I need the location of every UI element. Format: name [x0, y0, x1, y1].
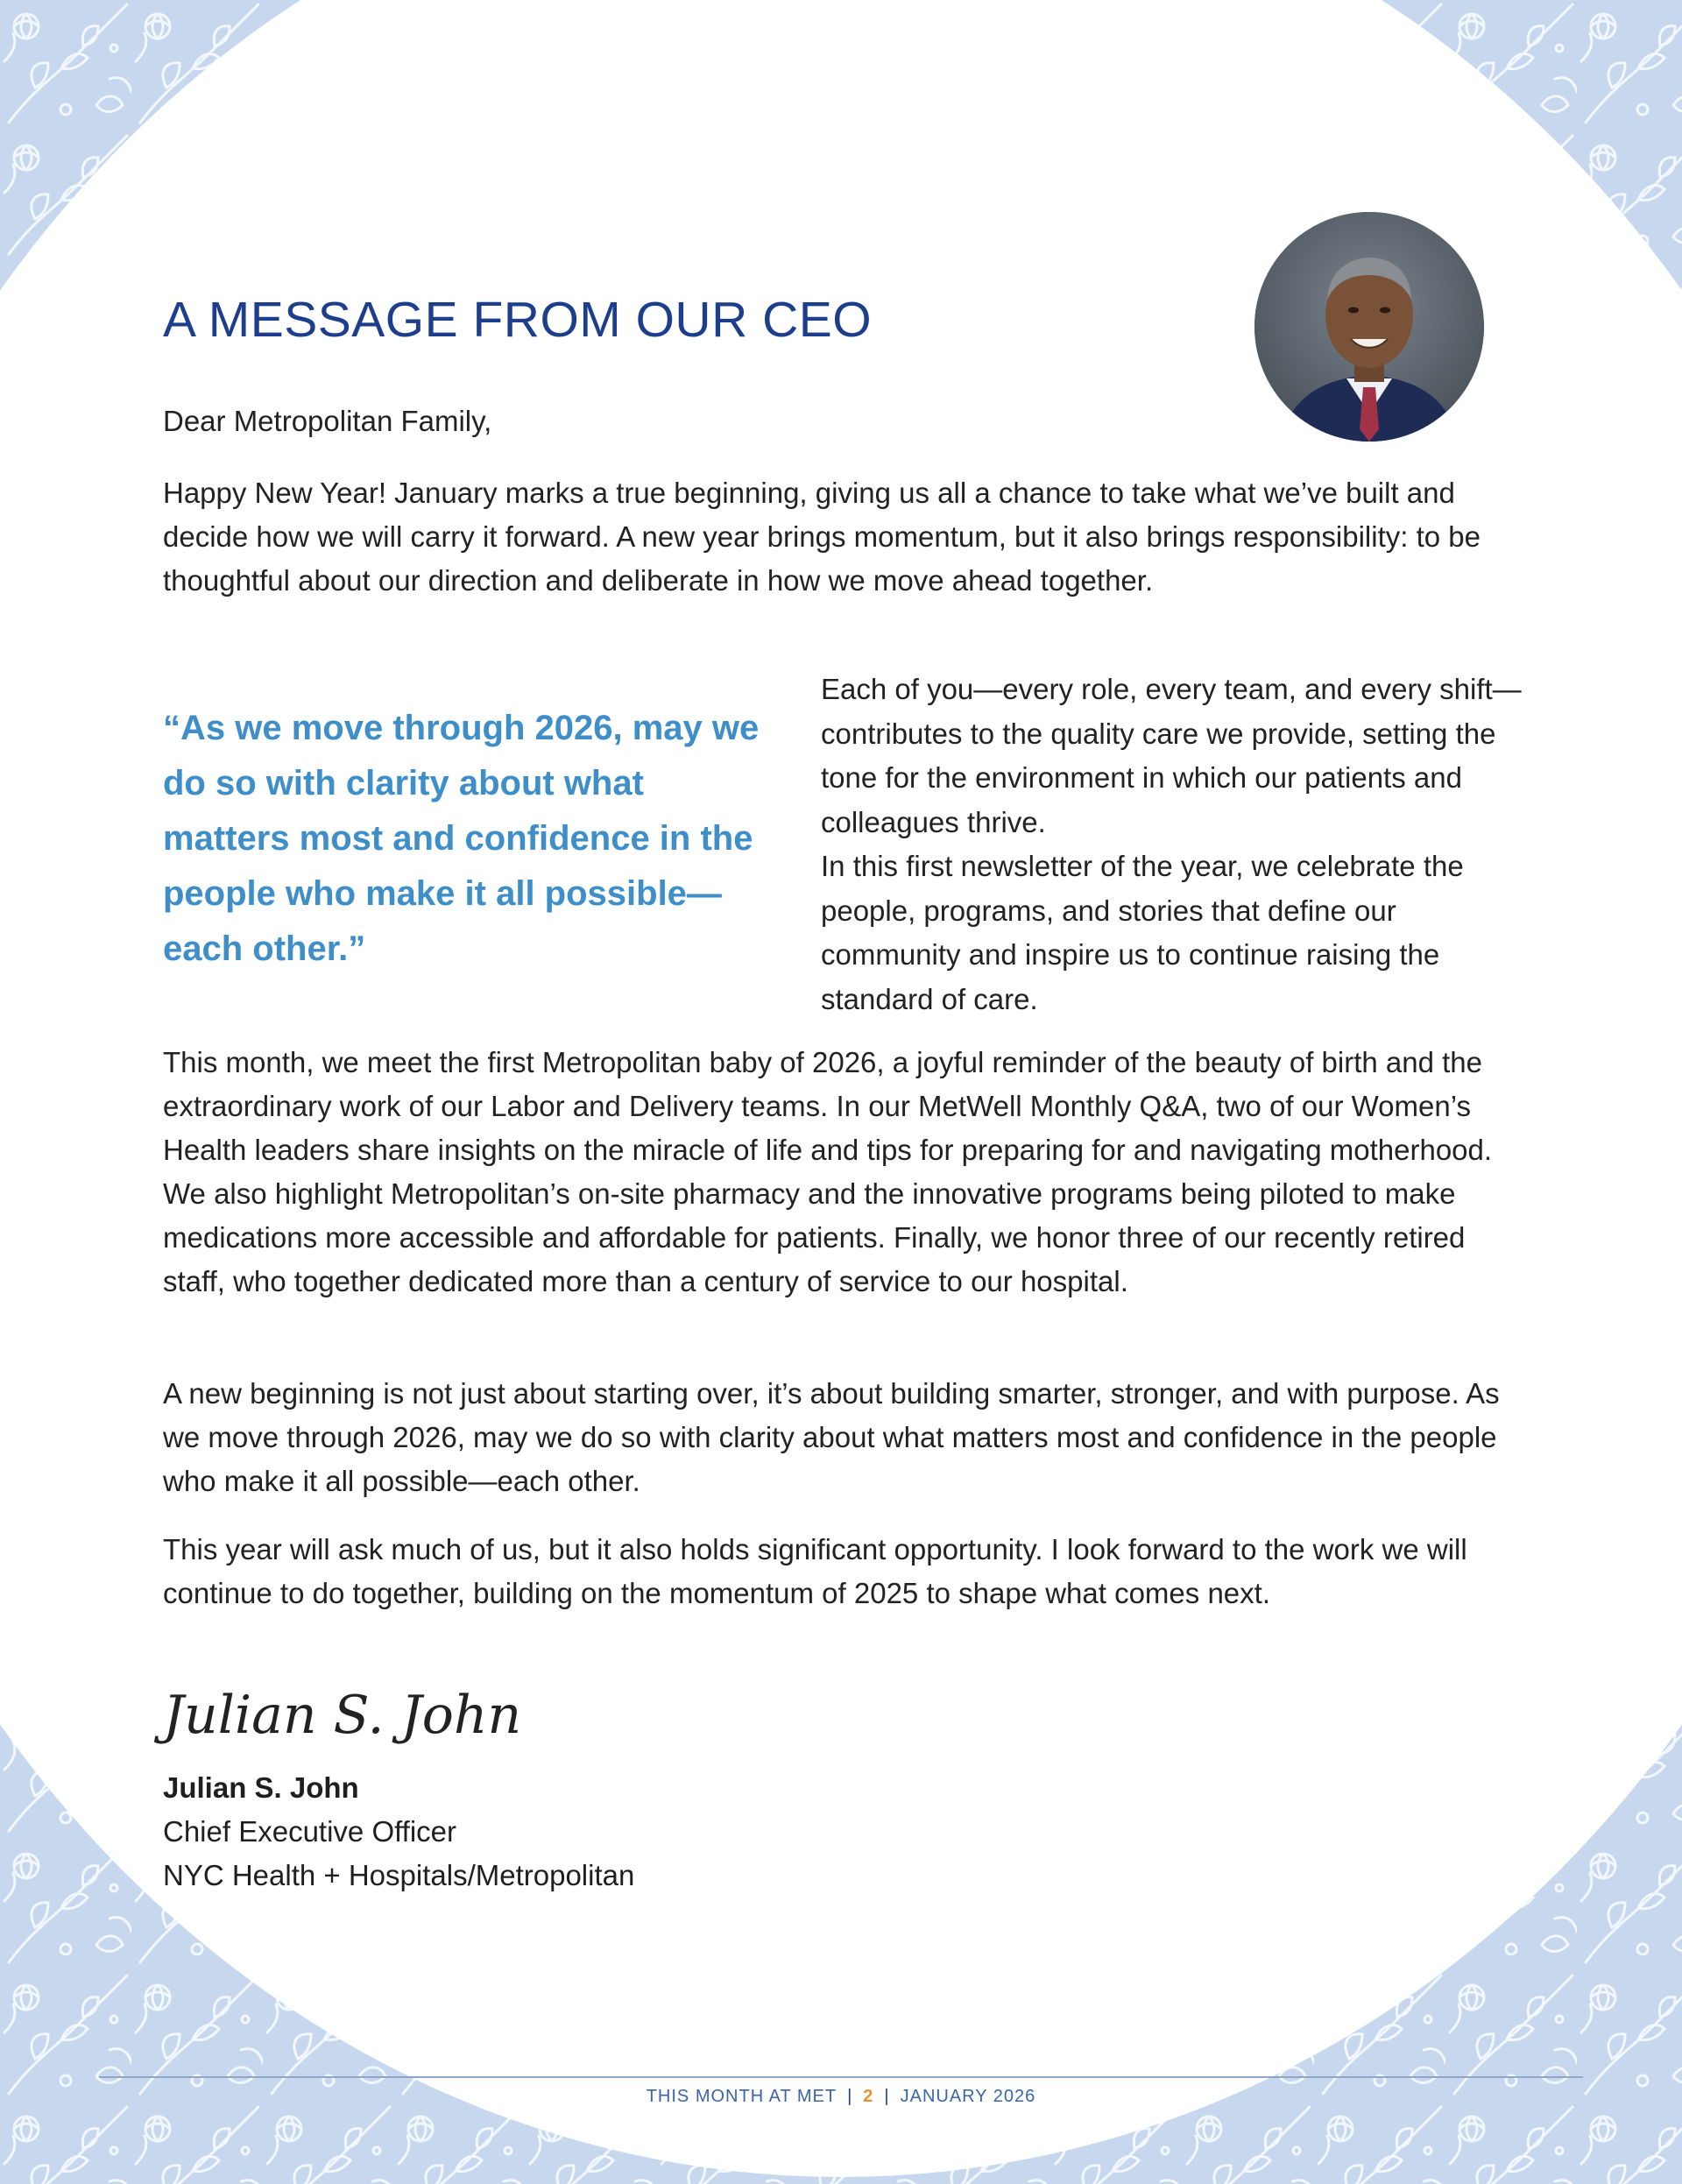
new-beginning-paragraph: A new beginning is not just about starting over, it’s about building smarter, stronger, and with purpose. As we move through 2026, may we do so with clarity about what matters most and confidence in the people who make it all possible—each other.: [163, 1377, 1500, 1497]
signer-role: Chief Executive Officer: [163, 1815, 457, 1848]
footer-divider: [99, 2076, 1583, 2078]
closing-paragraph: This year will ask much of us, but it also holds significant opportunity. I look forward to the work we will continue to do together, building on the momentum of 2025 to shape what comes next.: [163, 1533, 1467, 1609]
signer-organization: NYC Health + Hospitals/Metropolitan: [163, 1859, 635, 1891]
footer-issue: JANUARY 2026: [900, 2087, 1036, 2106]
signer-name: Julian S. John: [163, 1771, 359, 1804]
signer-block: [163, 1766, 634, 1898]
page-title: A MESSAGE FROM OUR CEO: [163, 292, 873, 348]
right-column: [821, 668, 1539, 1021]
footer-separator: |: [847, 2087, 853, 2106]
salutation: Dear Metropolitan Family,: [163, 405, 492, 437]
pull-quote: “As we move through 2026, may we do so with clarity about what matters most and confidence in the people who make it all possible—each other.”: [163, 709, 760, 968]
column-paragraph-1: Each of you—every role, every team, and every shift—contributes to the quality care we provide, setting the tone for the environment in which our patients and colleagues thrive.: [821, 673, 1522, 838]
footer-separator: |: [884, 2087, 890, 2106]
handwritten-signature: Julian S. John: [163, 1685, 522, 1746]
footer-publication: THIS MONTH AT MET: [646, 2087, 837, 2106]
column-paragraph-2: In this first newsletter of the year, we celebrate the people, programs, and stories that define our community and inspire us to continue raising the standard of care.: [821, 850, 1464, 1015]
intro-paragraph: Happy New Year! January marks a true beginning, giving us all a chance to take what we’ve built and decide how we will carry it forward. A new year brings momentum, but it also brings responsibility: to be thoughtful about our direction and deliberate in how we move ahead together.: [163, 477, 1481, 597]
footer-page-number: 2: [863, 2087, 874, 2106]
page-footer: [0, 2087, 1682, 2107]
month-paragraph: This month, we meet the first Metropolitan baby of 2026, a joyful reminder of the beauty of birth and the extraordinary work of our Labor and Delivery teams. In our MetWell Monthly Q&A, two of our Women’s Health leaders share insights on the miracle of life and tips for preparing for and navigating motherhood. We also highlight Metropolitan’s on-site pharmacy and the innovative programs being piloted to make medications more accessible and affordable for patients. Finally, we honor three of our recently retired staff, who together dedicated more than a century of service to our hospital.: [163, 1046, 1493, 1297]
